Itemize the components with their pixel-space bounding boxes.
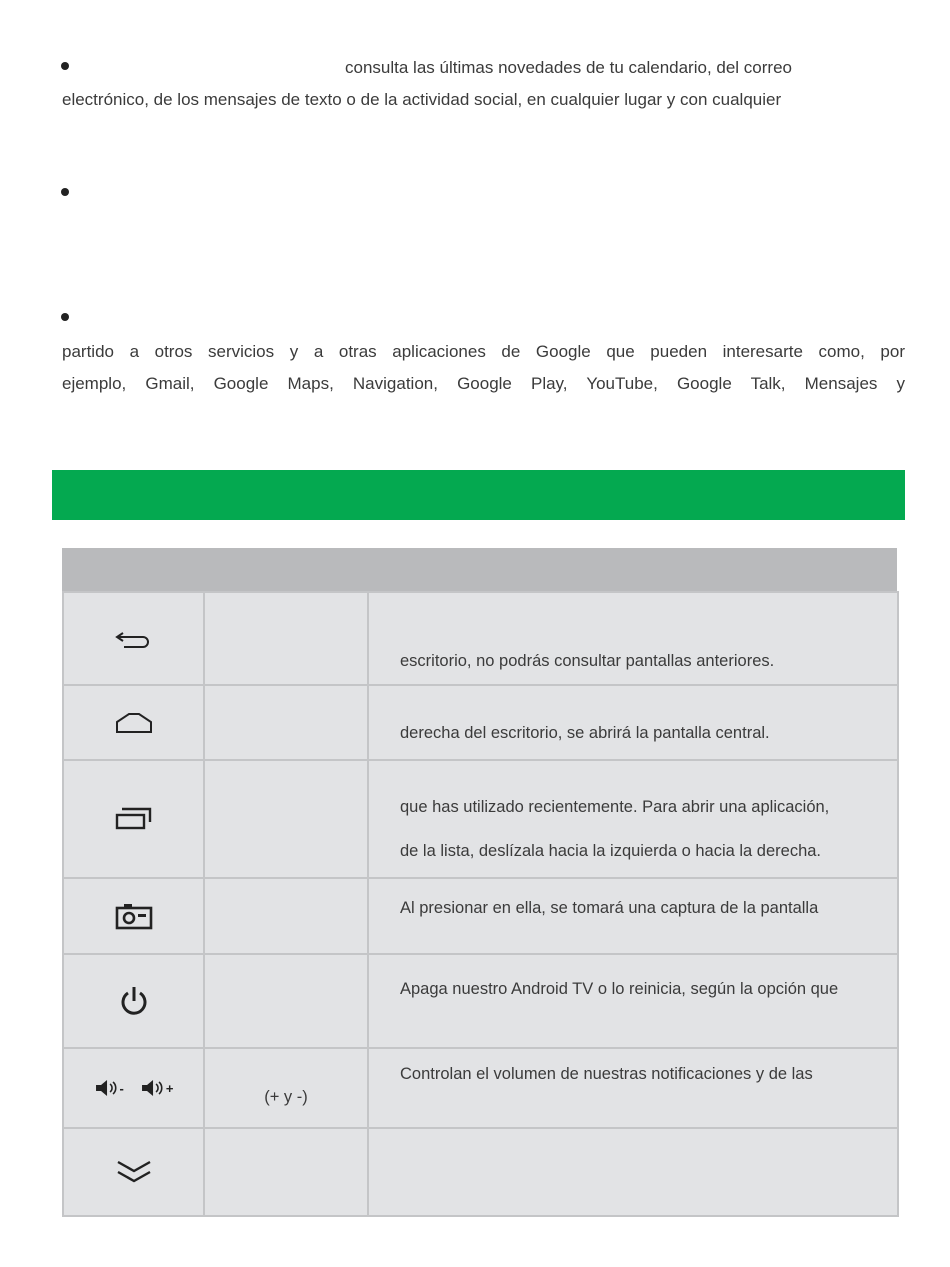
icon-cell [63,954,204,1048]
icon-cell [63,1048,204,1128]
icon-cell [63,592,204,685]
description-cell [368,1048,898,1128]
description-line: Al presionar en ella, se tomará una captura de la pantalla [400,899,819,917]
home-icon [115,712,153,734]
table-row [63,760,898,878]
description-cell [368,954,898,1048]
description-line: derecha del escritorio, se abrirá la pantalla central. [400,724,770,742]
table-row [63,685,898,760]
icon-cell [63,685,204,760]
bullet-3-text-line-1: partido a otros servicios y a otras aplicaciones de Google que pueden interesarte como, por [62,342,905,361]
bullet-1-text-line-2: electrónico, de los mensajes de texto o de la actividad social, en cualquier lugar y con cualquier [62,90,782,109]
recent-apps-icon [114,806,154,832]
table-row [63,1128,898,1216]
back-arrow-icon [115,627,153,651]
description-cell [368,878,898,954]
name-cell [204,685,368,760]
table-header [62,548,897,591]
icon-cell [63,1128,204,1216]
description-cell [368,685,898,760]
description-line: Controlan el volumen de nuestras notificaciones y de las [400,1065,813,1083]
name-cell [204,954,368,1048]
name-cell [204,1128,368,1216]
volume-plus-label: + [165,1080,174,1096]
description-cell [368,592,898,685]
volume-minus-label: - [119,1080,124,1096]
name-cell [204,592,368,685]
double-chevron-down-icon [114,1158,154,1186]
power-icon [118,984,150,1018]
screenshot-camera-icon [114,902,154,930]
section-header-bar [52,470,905,520]
table-row [63,592,898,685]
table-row [63,954,898,1048]
name-cell [204,760,368,878]
volume-name-label: (+ y -) [264,1088,308,1106]
description-line: que has utilizado recientemente. Para abrir una aplicación, [400,798,830,816]
buttons-table [62,548,897,1217]
volume-up-icon [140,1078,174,1098]
bullet-3 [61,313,69,321]
description-line: Apaga nuestro Android TV o lo reinicia, según la opción que [400,980,839,998]
bullet-2 [61,188,69,196]
icon-cell [63,760,204,878]
volume-down-icon [94,1078,124,1098]
description-line: de la lista, deslízala hacia la izquierda o hacia la derecha. [400,842,822,860]
name-cell [204,878,368,954]
bullet-1 [61,62,69,70]
table-row [63,1048,898,1128]
name-cell [204,1048,368,1128]
description-cell [368,1128,898,1216]
bullet-3-text-line-2: ejemplo, Gmail, Google Maps, Navigation, Google Play, YouTube, Google Talk, Mensajes y [62,374,905,393]
volume-icon [94,1078,174,1098]
table-body [62,591,899,1217]
description-cell [368,760,898,878]
table-row [63,878,898,954]
icon-cell [63,878,204,954]
bullet-1-text-line-1: consulta las últimas novedades de tu calendario, del correo [345,58,792,77]
description-line: escritorio, no podrás consultar pantallas anteriores. [400,652,775,670]
